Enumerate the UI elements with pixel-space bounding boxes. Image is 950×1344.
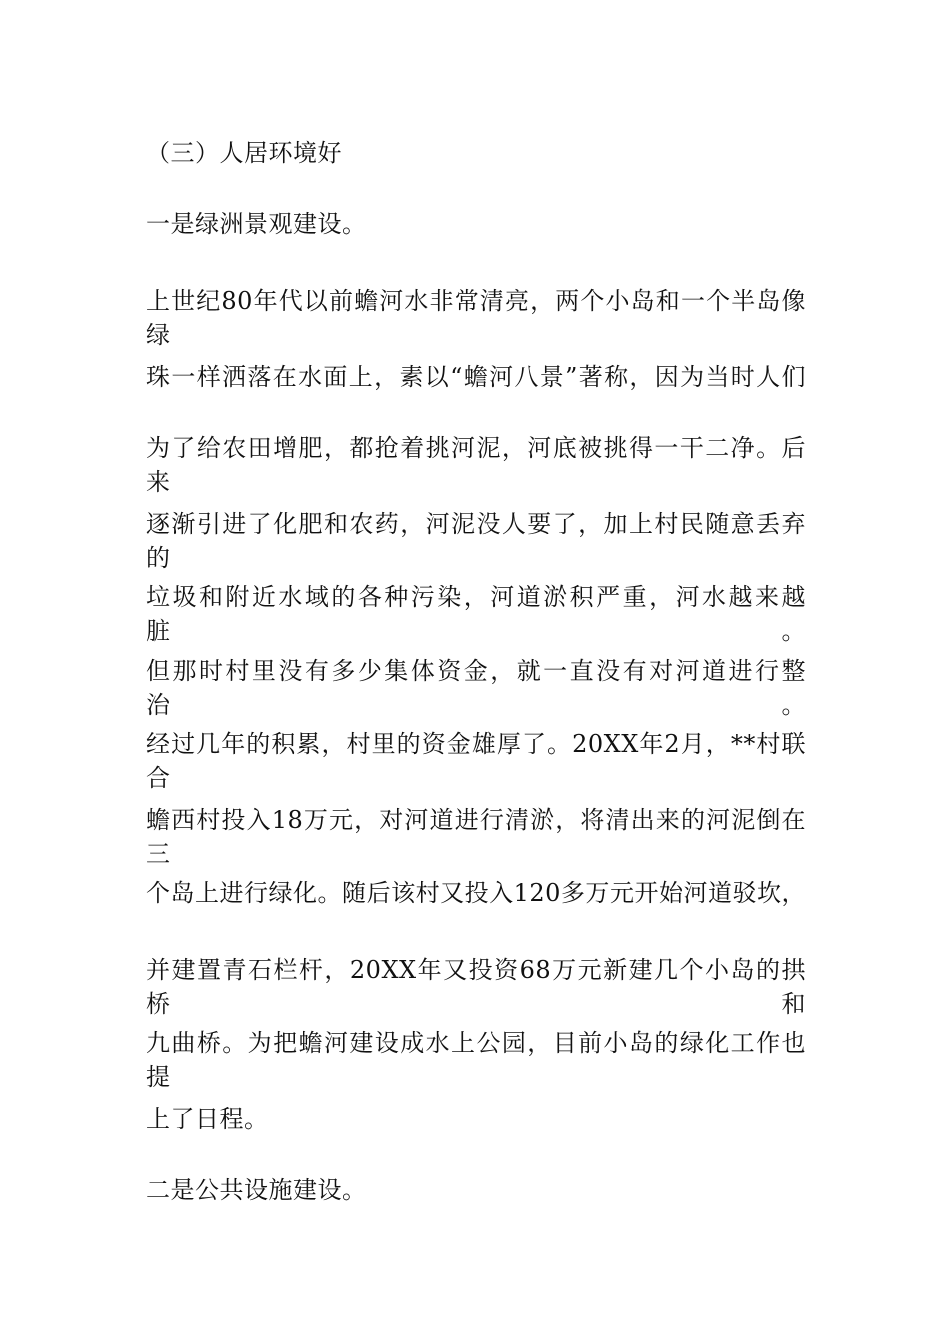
paragraph-line: 为了给农田增肥，都抢着挑河泥，河底被挑得一干二净。后来 [146, 434, 806, 496]
paragraph-line: 九曲桥。为把蟾河建设成水上公园，目前小岛的绿化工作也提 [146, 1029, 806, 1091]
paragraph-line: 并建置青石栏杆，20XX年又投资68万元新建几个小岛的拱桥和 [146, 956, 806, 1018]
section-heading: （三）人居环境好 [146, 139, 342, 167]
paragraph-line: 上了日程。 [146, 1105, 269, 1133]
paragraph-line: 蟾西村投入18万元，对河道进行清淤，将清出来的河泥倒在三 [146, 806, 806, 868]
paragraph-line: 经过几年的积累，村里的资金雄厚了。20XX年2月，**村联合 [146, 730, 806, 792]
paragraph-line: 但那时村里没有多少集体资金，就一直没有对河道进行整治。 [146, 657, 806, 719]
paragraph-line: 上世纪80年代以前蟾河水非常清亮，两个小岛和一个半岛像绿 [146, 287, 806, 349]
subsection-title-greenery: 一是绿洲景观建设。 [146, 210, 367, 238]
paragraph-line: 个岛上进行绿化。随后该村又投入120多万元开始河道驳坎， [146, 879, 806, 907]
paragraph-line: 逐渐引进了化肥和农药，河泥没人要了，加上村民随意丢弃的 [146, 510, 806, 572]
paragraph-line: 珠一样洒落在水面上，素以“蟾河八景”著称，因为当时人们 [146, 363, 806, 391]
paragraph-line: 垃圾和附近水域的各种污染，河道淤积严重，河水越来越脏。 [146, 583, 806, 645]
subsection-title-public-facilities: 二是公共设施建设。 [146, 1176, 367, 1204]
